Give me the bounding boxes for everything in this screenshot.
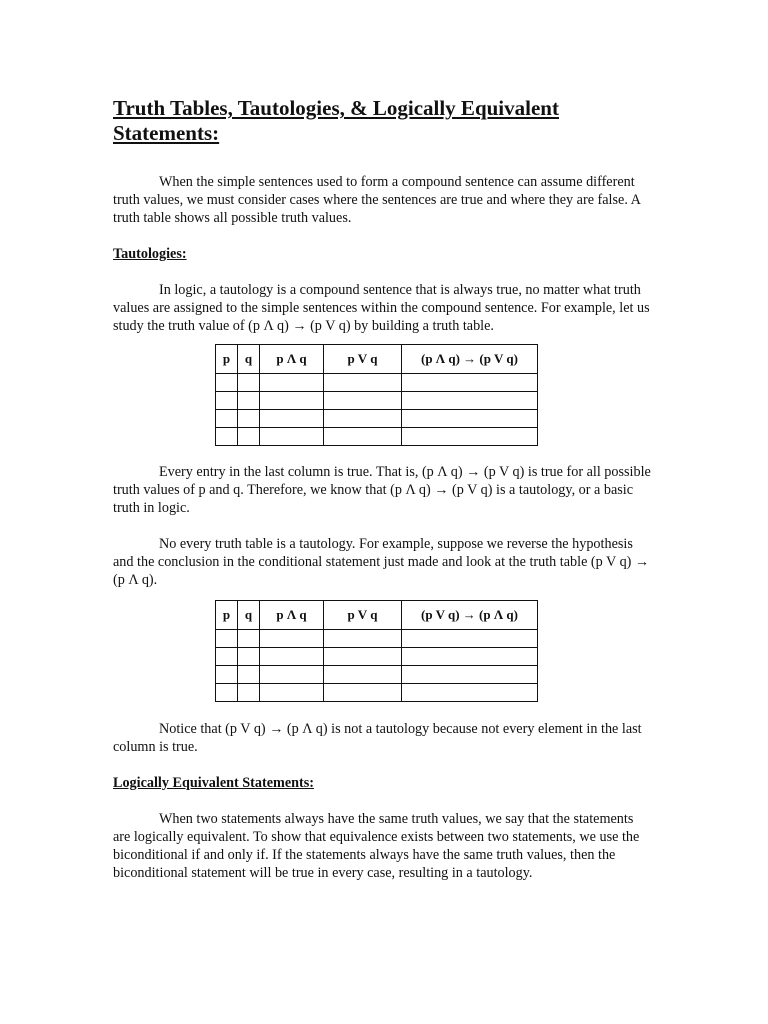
table-cell — [324, 392, 402, 410]
table-cell — [324, 630, 402, 648]
table-cell — [402, 392, 538, 410]
table-cell — [324, 374, 402, 392]
table-cell — [260, 392, 324, 410]
table-header-cell: p V q — [324, 345, 402, 374]
table-cell — [402, 666, 538, 684]
table-row — [216, 666, 538, 684]
equivalent-statements-paragraph: When two statements always have the same truth values, we say that the statements are logically equivalent. To show that equivalence exists between two statements, we use the biconditional if and only if. If the statements always have the same truth values, then the biconditional statement will be true in every case, resulting in a tautology. — [113, 811, 640, 881]
table-header-cell: (p V q) → (p Λ q) — [402, 601, 538, 630]
intro-paragraph: When the simple sentences used to form a compound sentence can assume different truth values, we must consider cases where the sentences are true and where they are false. A truth table shows all possible truth values. — [113, 174, 641, 226]
table-cell — [216, 630, 238, 648]
table-cell — [324, 648, 402, 666]
table-row — [216, 648, 538, 666]
table-cell — [238, 684, 260, 702]
table-header-row — [216, 601, 538, 630]
non-tautology-paragraph: No every truth table is a tautology. For example, suppose we reverse the hypothesis and the conclusion in the conditional statement just made and look at the truth table (p V q) → (p Λ q). — [113, 536, 650, 588]
table-header-cell: p — [216, 601, 238, 630]
table-header-cell: p Λ q — [260, 601, 324, 630]
table-cell — [238, 428, 260, 446]
table-cell — [324, 410, 402, 428]
truth-table-1 — [215, 344, 538, 446]
table-cell — [216, 428, 238, 446]
table-cell — [402, 374, 538, 392]
table-cell — [216, 374, 238, 392]
table-cell — [216, 392, 238, 410]
table-cell — [402, 630, 538, 648]
table-header-cell: p V q — [324, 601, 402, 630]
table-cell — [402, 410, 538, 428]
table-cell — [260, 666, 324, 684]
tautologies-heading: Tautologies: — [113, 246, 187, 262]
table-cell — [324, 666, 402, 684]
tautology-definition-paragraph: In logic, a tautology is a compound sentence that is always true, no matter what truth values are assigned to the simple sentences within the compound sentence. For example, let us study the truth value of (p Λ q) → (p V q) by building a truth table. — [113, 282, 650, 334]
table-cell — [324, 684, 402, 702]
table-cell — [260, 684, 324, 702]
table-row — [216, 410, 538, 428]
page-title: Truth Tables, Tautologies, & Logically Equivalent Statements: — [113, 96, 559, 145]
table-cell — [260, 428, 324, 446]
table-row — [216, 630, 538, 648]
table-cell — [238, 392, 260, 410]
table-cell — [324, 428, 402, 446]
table-cell — [402, 428, 538, 446]
table-cell — [402, 648, 538, 666]
table-row — [216, 392, 538, 410]
tautology-conclusion-paragraph: Every entry in the last column is true. That is, (p Λ q) → (p V q) is true for all possible truth values of p and q. Therefore, we know that (p Λ q) → (p V q) is a tautology, or a basic truth in logic. — [113, 464, 651, 516]
table-cell — [238, 648, 260, 666]
table-cell — [216, 410, 238, 428]
table-header-row — [216, 345, 538, 374]
table-cell — [260, 630, 324, 648]
table-header-cell: q — [238, 345, 260, 374]
table-cell — [238, 666, 260, 684]
table-header-cell: p — [216, 345, 238, 374]
table-row — [216, 428, 538, 446]
table-cell — [216, 666, 238, 684]
table-cell — [238, 410, 260, 428]
table-cell — [216, 684, 238, 702]
table-cell — [238, 630, 260, 648]
table-cell — [238, 374, 260, 392]
table-cell — [402, 684, 538, 702]
not-tautology-note-paragraph: Notice that (p V q) → (p Λ q) is not a tautology because not every element in the last column is true. — [113, 721, 642, 755]
table-cell — [216, 648, 238, 666]
table-cell — [260, 410, 324, 428]
table-header-cell: p Λ q — [260, 345, 324, 374]
table-cell — [260, 648, 324, 666]
table-header-cell: (p Λ q) → (p V q) — [402, 345, 538, 374]
equivalent-statements-heading: Logically Equivalent Statements: — [113, 775, 314, 791]
table-row — [216, 374, 538, 392]
table-cell — [260, 374, 324, 392]
document-page — [113, 96, 653, 882]
table-row — [216, 684, 538, 702]
table-header-cell: q — [238, 601, 260, 630]
truth-table-2 — [215, 600, 538, 702]
